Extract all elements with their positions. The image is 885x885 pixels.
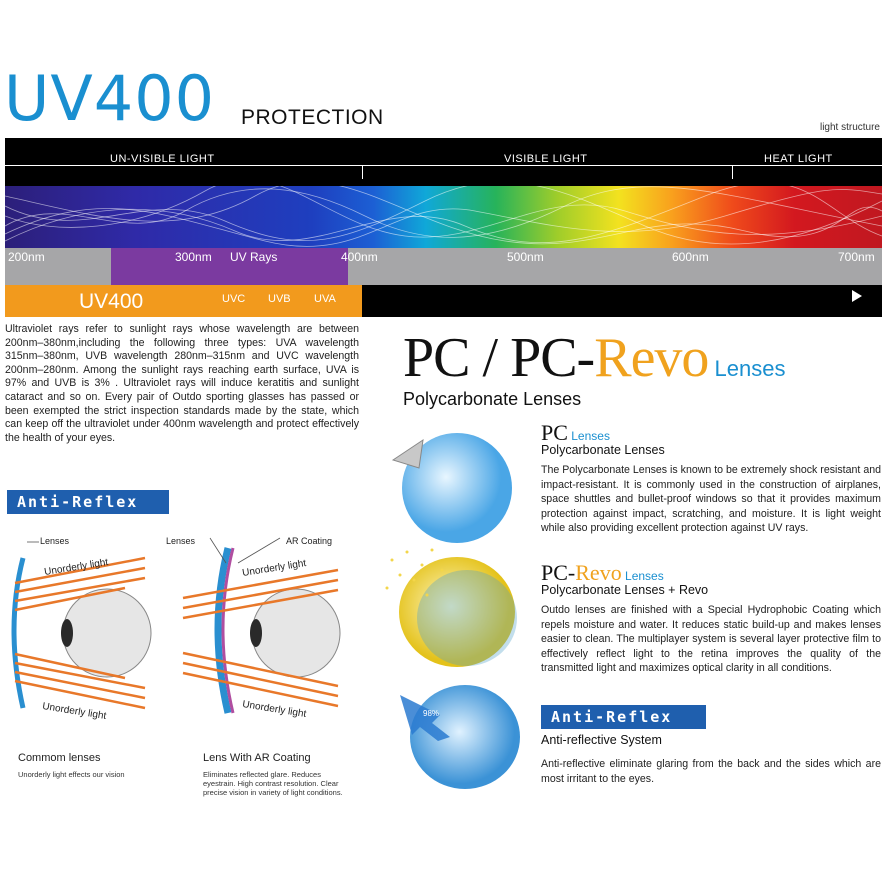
revo-lenses-subtitle: Polycarbonate Lenses + Revo (541, 583, 709, 597)
revo-lenses-body: Outdo lenses are finished with a Special Hydrophobic Coating which repels moisture and water. It reduces static build-up and makes lenses easier to clean. The multiplayer system is several layer protective film to effectively reflect light to the retina improves the quality of the transmitted light and maximizes optical clarity in all conditions. (541, 604, 881, 675)
revo-lenses-heading (541, 562, 664, 584)
revo-lens-illustration (372, 540, 532, 675)
uv400-bar (5, 285, 362, 317)
protection-label: PROTECTION (241, 106, 384, 129)
pc2-text: PC- (510, 327, 595, 389)
anti-reflective-body: Anti-reflective eliminate glaring from the back and the sides which are most irritant to the eyes. (541, 758, 881, 785)
uv400-title: UV400 (4, 62, 216, 135)
uvb-label: UVB (268, 293, 291, 305)
pc-lenses-heading (541, 422, 610, 444)
light-structure-label: light structure (819, 122, 880, 133)
arrow-percent-label: 98% (423, 709, 440, 718)
tick-600nm: 600nm (672, 250, 709, 264)
lenses-text: Lenses (708, 356, 786, 381)
ar-lens-diagram (178, 528, 353, 728)
pc-heading-text: PC (541, 420, 568, 445)
spectrum-gradient (5, 186, 882, 248)
pc-lenses-body: The Polycarbonate Lenses is known to be extremely shock resistant and impact-resistant. It is commonly used in the construction of airplanes, space shuttles and bullet-proof windows so that it provides maximum protection against impact, scratching, and moisture. It is light weight while also providing excellent protection against UV rays. (541, 464, 881, 535)
unorderly-label: Unorderly light (41, 701, 107, 722)
uv-rays-label: UV Rays (230, 250, 278, 264)
uva-label: UVA (314, 293, 336, 305)
pc-heading-lenses: Lenses (567, 429, 610, 443)
anti-reflex-badge-right: Anti-Reflex (541, 705, 706, 729)
revo-heading-pc: PC- (541, 560, 576, 585)
anti-reflex-badge: Anti-Reflex (7, 490, 169, 514)
band-invisible-label: UN-VISIBLE LIGHT (110, 153, 215, 165)
arrow-icon (852, 290, 862, 302)
band-divider-line (362, 165, 732, 166)
intro-paragraph: Ultraviolet rays refer to sunlight rays whose wavelength are between 200nm–380nm,including the following three types: UVA wavelength 315nm–380nm, UVB wavelength 280nm–315nm and UVC wavelength 200nm–280nm. Among the sunlight rays reaching earth surface, UVA is 97% and UVB is 3% . Ultraviolet rays will induce keratitis and sunlight cataract and so on. Every pair of Outdo sporting glasses has passed or been exempted the strict inspection standards made by the state, which can keep off the ultraviolet under 400nm wavelength and protect effectively the health of your eyes. (5, 323, 359, 444)
lenses-label-left: Lenses (40, 536, 70, 546)
pc-lenses-subtitle: Polycarbonate Lenses (541, 443, 665, 457)
tick-300nm: 300nm (175, 250, 212, 264)
tick-400nm: 400nm (341, 250, 378, 264)
common-lenses-title: Commom lenses (18, 752, 101, 764)
band-tick (732, 165, 733, 179)
ar-lens-illustration (380, 675, 535, 795)
revo-heading-lenses: Lenses (621, 569, 664, 583)
uv400-bar-label: UV400 (79, 290, 144, 313)
spectrum-waves (5, 186, 882, 248)
unorderly-label: Unorderly light (43, 557, 109, 578)
ar-lens-desc: Eliminates reflected glare. Reduces eyestrain. High contrast resolution. Clear precise vision in variety of light conditions. (203, 770, 343, 797)
tick-200nm: 200nm (8, 250, 45, 264)
unorderly-label: Unorderly light (241, 699, 307, 720)
revo-heading-revo: Revo (575, 560, 622, 585)
band-tick (362, 165, 363, 179)
slash-text: / (469, 327, 511, 389)
lenses-label-right: Lenses (166, 536, 196, 546)
polycarbonate-title: Polycarbonate Lenses (403, 389, 582, 409)
tick-700nm: 700nm (838, 250, 875, 264)
revo-text: Revo (594, 327, 709, 389)
anti-reflective-subtitle: Anti-reflective System (541, 733, 662, 747)
ar-lens-title: Lens With AR Coating (203, 752, 311, 764)
black-bar (362, 285, 882, 317)
tick-500nm: 500nm (507, 250, 544, 264)
band-divider-line (732, 165, 882, 166)
unorderly-label: Unorderly light (241, 558, 307, 579)
band-divider-line (5, 165, 362, 166)
band-visible-label: VISIBLE LIGHT (504, 153, 588, 165)
uvc-label: UVC (222, 293, 246, 305)
pc-text: PC (403, 327, 470, 389)
common-lens-diagram (5, 528, 175, 728)
ar-coating-label: AR Coating (286, 536, 333, 546)
common-lenses-desc: Unorderly light effects our vision (18, 770, 125, 779)
band-heat-label: HEAT LIGHT (764, 153, 833, 165)
pc-revo-title (403, 327, 786, 389)
pc-lens-illustration (375, 420, 535, 545)
